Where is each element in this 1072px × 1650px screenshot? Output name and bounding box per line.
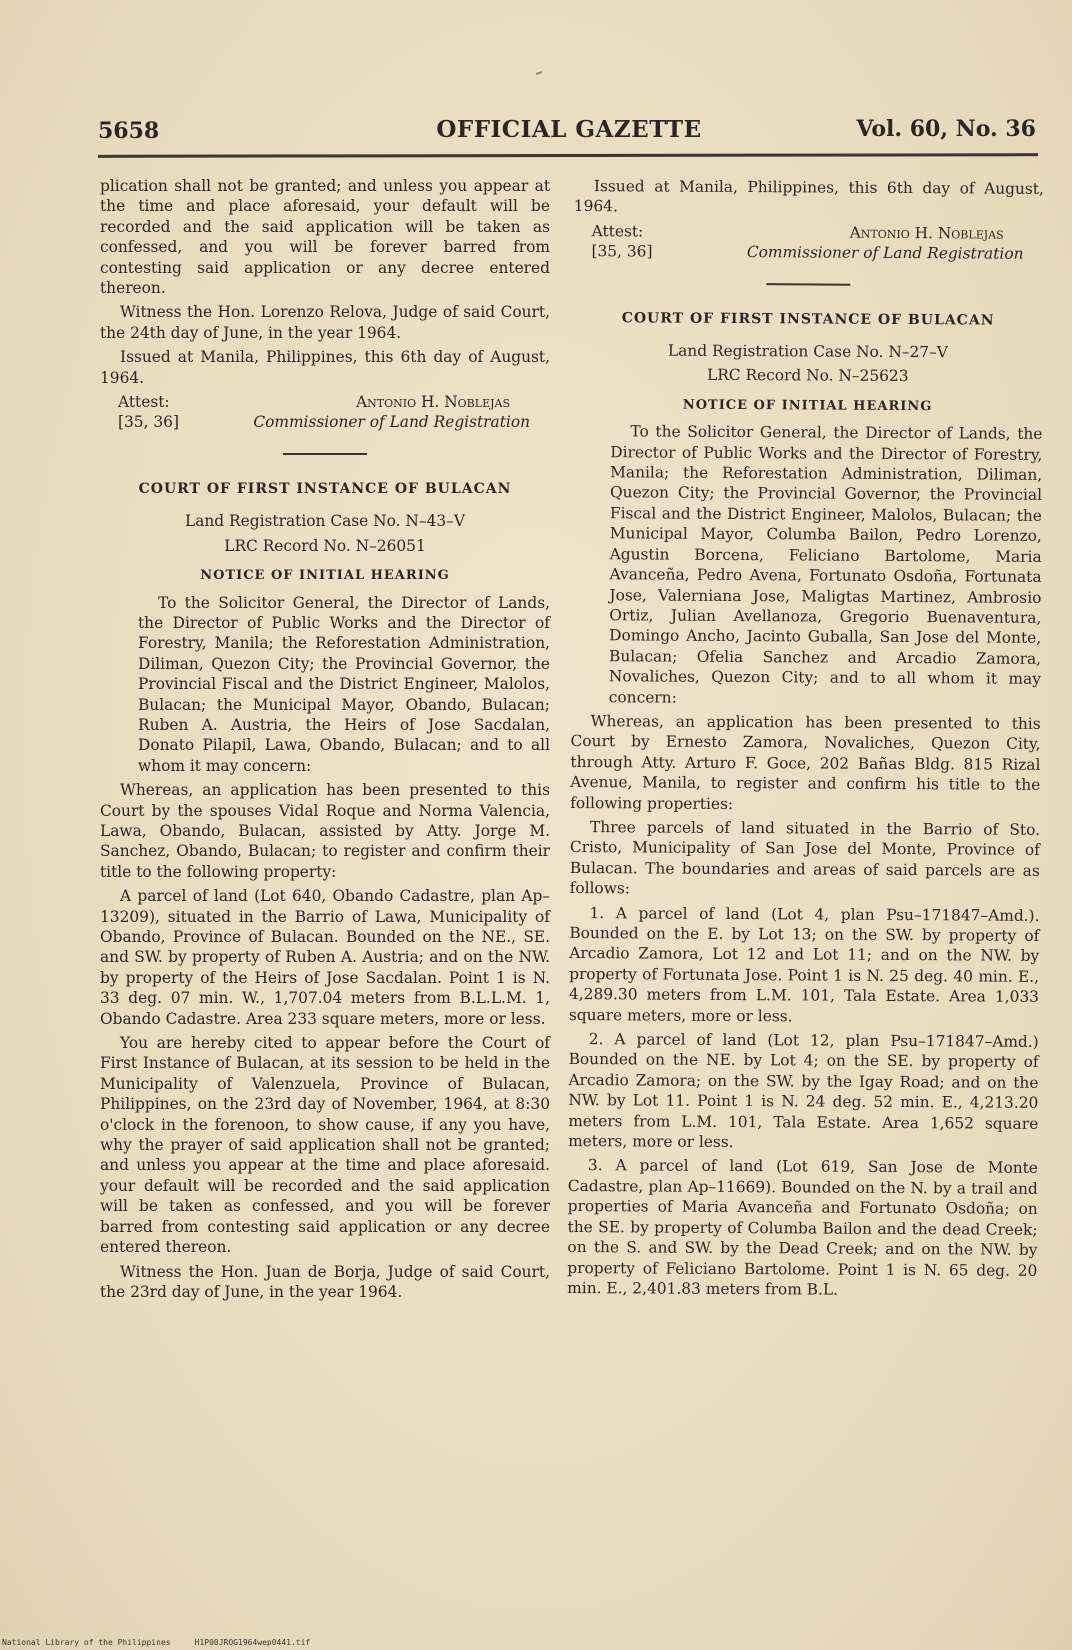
right-column xyxy=(567,176,1044,1305)
volume-number: Vol. 60, No. 36 xyxy=(856,116,1036,142)
issue-numbers: [35, 36] xyxy=(118,413,179,432)
paragraph: Three parcels of land situated in the Barrio of Sto. Cristo, Municipality of San Jose del Monte, Province of Bulacan. The boundaries and areas of said parcels are as follows: xyxy=(569,818,1041,898)
issue-line xyxy=(591,241,1043,264)
attest-line xyxy=(592,221,1044,244)
page-number: 5658 xyxy=(98,118,160,144)
paper-speck xyxy=(536,71,542,75)
paragraph: Witness the Hon. Juan de Borja, Judge of said Court, the 23rd day of June, in the year 1964. xyxy=(100,1262,550,1301)
paragraph: plication shall not be granted; and unless you appear at the time and place aforesaid, your default will be recorded and the said application will be taken as confessed, and you will be forever barred from contesting said application or any decree entered thereon. xyxy=(100,177,550,298)
commissioner-title: Commissioner of Land Registration xyxy=(253,413,530,432)
paragraph: 1. A parcel of land (Lot 4, plan Psu–171847–Amd.). Bounded on the E. by Lot 13; on the SW. by property of Arcadio Zamora, Lot 12 and Lot 11; and on the NW. by property of Fortunata Jose. Point 1 is N. 25 deg. 40 min. E., 4,289.30 meters from L.M. 101, Tala Estate. Area 1,033 square meters, more or less. xyxy=(568,903,1040,1025)
paragraph: Witness the Hon. Lorenzo Relova, Judge of said Court, the 24th day of June, in the year 1964. xyxy=(100,303,550,342)
addressee-paragraph: To the Solicitor General, the Director of Lands, the Director of Public Works and the Director of Forestry, Manila; the Reforestation Administration, Diliman, Quezon City; the Provincial Governor, the Provincial Fiscal and the District Engineer, Malolos, Bulacan; the Municipal Mayor, Obando, Bulacan; Ruben A. Austria, the Heirs of Jose Sacdalan, Donato Pilapil, Lawa, Obando, Bulacan; and to all whom it may concern: xyxy=(138,593,550,775)
court-heading: COURT OF FIRST INSTANCE OF BULACAN xyxy=(138,480,512,497)
record-number: LRC Record No. N–26051 xyxy=(224,536,426,555)
section-rule xyxy=(766,283,850,286)
paragraph: A parcel of land (Lot 640, Obando Cadastre, plan Ap–13209), situated in the Barrio of Lawa, Municipality of Obando, Province of Bulacan. Bounded on the NE., SE. and SW. by property of Ruben A. Austria; and on the NW. by property of the Heirs of Jose Sacdalan. Point 1 is N. 33 deg. 07 min. W., 1,707.04 meters from B.L.L.M. 1, Obando Cadastre. Area 233 square meters, more or less. xyxy=(100,887,550,1028)
header-rule xyxy=(98,153,1038,158)
paragraph: Issued at Manila, Philippines, this 6th day of August, 1964. xyxy=(100,348,550,387)
commissioner-title: Commissioner of Land Registration xyxy=(746,243,1024,263)
section-rule xyxy=(283,453,367,455)
attest-label: Attest: xyxy=(118,393,170,412)
paragraph: Issued at Manila, Philippines, this 6th day of August, 1964. xyxy=(573,177,1044,216)
case-number: Land Registration Case No. N–27–V xyxy=(667,341,948,362)
paragraph: 2. A parcel of land (Lot 12, plan Psu–171847–Amd.) Bounded on the NE. by Lot 4; on the SE. by property of Arcadio Zamora; on the SW. by the Igay Road; and on the NW. by Lot 11. Point 1 is N. 24 deg. 52 min. E., 4,213.20 meters from L.M. 101, Tala Estate. Area 1,652 square meters, more or less. xyxy=(568,1030,1039,1152)
court-heading: COURT OF FIRST INSTANCE OF BULACAN xyxy=(621,309,995,329)
scan-footer: National Library of the Philippines H1P00JROG1964wep0441.tif xyxy=(2,1638,311,1647)
attest-label: Attest: xyxy=(591,221,644,241)
paragraph: Whereas, an application has been presented to this Court by Ernesto Zamora, Novaliches, Quezon City, through Atty. Arturo F. Goce, 202 Bañas Bldg. 815 Rizal Avenue, Manila, to register and confirm his title to the following properties: xyxy=(570,712,1041,813)
attest-line xyxy=(118,392,550,412)
signatory: Antonio H. Noblejas xyxy=(356,393,510,412)
left-column xyxy=(100,176,550,1306)
case-number: Land Registration Case No. N–43–V xyxy=(185,512,465,531)
issue-numbers: [35, 36] xyxy=(591,242,653,261)
notice-heading: NOTICE OF INITIAL HEARING xyxy=(682,397,933,415)
page-header xyxy=(98,114,1040,148)
addressee-paragraph: To the Solicitor General, the Director of Lands, the Director of Public Works and the Director of Forestry, Manila; the Reforestation Administration, Diliman, Quezon City; the Provincial Governor, the Provincial Fiscal and the District Engineer, Malolos, Bulacan; the Municipal Mayor, Columba Bailon, Pedro Lorenzo, Agustin Borcena, Feliciano Bartolome, Maria Avanceña, Pedro Avena, Fortunato Osdoña, Fortunata Jose, Valerniana Jose, Maligtas Martinez, Ambrosio Ortiz, Julian Avellanoza, Gregorio Buenaventura, Domingo Ancho, Jacinto Guballa, San Jose del Monte, Bulacan; Ofelia Sanchez and Arcadio Zamora, Novaliches, Quezon City; and to all whom it may concern: xyxy=(608,422,1043,707)
paragraph: You are hereby cited to appear before the Court of First Instance of Bulacan, at its session to be held in the Municipality of Valenzuela, Province of Bulacan, Philippines, on the 23rd day of November, 1964, at 8:30 o'clock in the forenoon, to show cause, if any you have, why the prayer of said application shall not be granted; and unless you appear at the time and place aforesaid. your default will be recorded and the said application will be taken as confessed, and you will be forever barred from contesting said application or any decree entered thereon. xyxy=(100,1034,550,1257)
paragraph: 3. A parcel of land (Lot 619, San Jose de Monte Cadastre, plan Ap–11669). Bounded on the N. by a trail and properties of Maria Avanceña and Fortunato Osdoña; on the SE. by property of Columba Bailon and the dead Creek; on the S. and SW. by the Dead Creek; and on the NW. by property of Feliciano Bartolome. Point 1 is N. 65 deg. 20 min. E., 2,401.83 meters from B.L. xyxy=(567,1156,1039,1299)
signatory: Antonio H. Noblejas xyxy=(849,223,1004,243)
paragraph: Whereas, an application has been presented to this Court by the spouses Vidal Roque and Norma Valencia, Lawa, Obando, Bulacan, assisted by Atty. Jorge M. Sanchez, Obando, Bulacan; to register and confirm their title to the following property: xyxy=(100,781,550,881)
publication-title: OFFICIAL GAZETTE xyxy=(436,116,702,143)
notice-heading: NOTICE OF INITIAL HEARING xyxy=(200,568,450,584)
record-number: LRC Record No. N–25623 xyxy=(706,366,909,386)
issue-line xyxy=(118,412,550,432)
